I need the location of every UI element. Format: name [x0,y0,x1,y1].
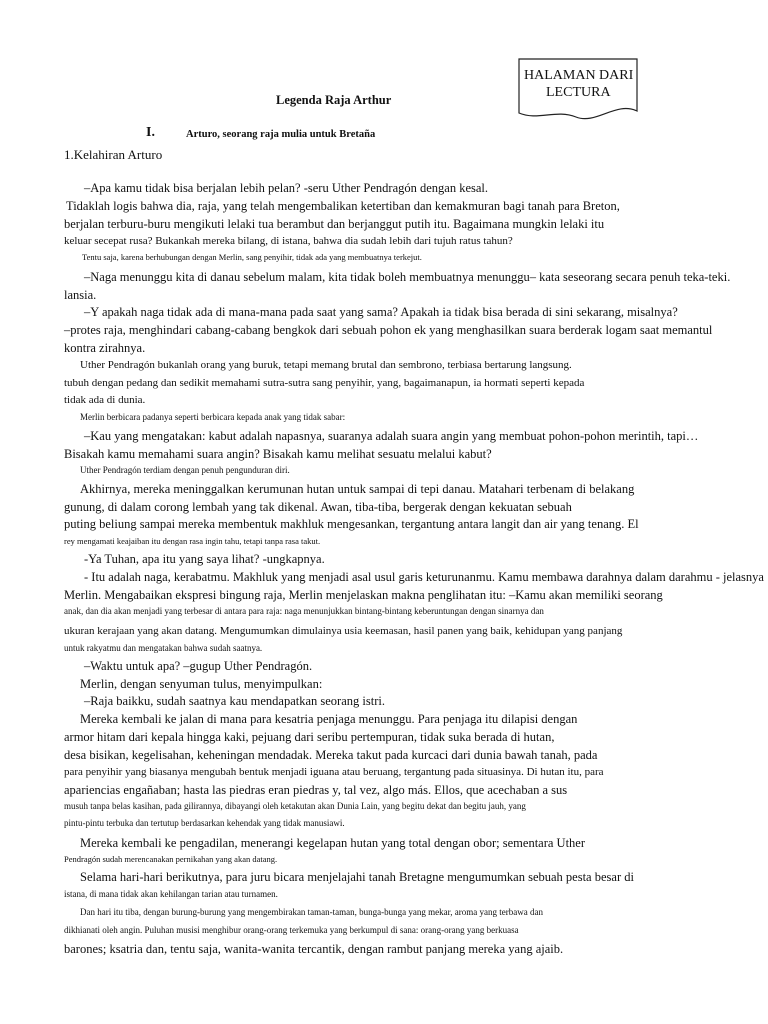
text-line: puting beliung sampai mereka membentuk makhluk mengesankan, tergantung antara langit dan air yang tenang. El [64,517,639,531]
text-line: –Raja baikku, sudah saatnya kau mendapatkan seorang istri. [84,694,385,708]
text-line: rey mengamati keajaiban itu dengan rasa ingin tahu, tetapi tanpa rasa takut. [64,536,321,546]
text-line: Uther Pendragón terdiam dengan penuh pengunduran diri. [80,465,290,475]
chapter-subtitle: Arturo, seorang raja mulia untuk Bretaña [186,129,376,140]
text-line: Dan hari itu tiba, dengan burung-burung yang mengembirakan taman-taman, bunga-bunga yang mekar, aroma yang terbawa dan [80,907,543,917]
text-line: berjalan terburu-buru mengikuti lelaki tua berambut dan berjanggut putih itu. Bagaimana mungkin lelaki itu [64,217,605,231]
text-line: keluar secepat rusa? Bukankah mereka bilang, di istana, bahwa dia sudah lebih dari tujuh ratus tahun? [64,235,513,247]
text-line: –Y apakah naga tidak ada di mana-mana pada saat yang sama? Apakah ia tidak bisa berada di sini sekarang, misalnya? [84,305,678,319]
text-line: gunung, di dalam corong lembah yang tak dikenal. Awan, tiba-tiba, bergerak dengan kekuatan sebuah [64,500,572,514]
text-line: lansia. [64,288,97,302]
text-line: Akhirnya, mereka meninggalkan kerumunan hutan untuk sampai di tepi danau. Matahari terbenam di belakang [80,482,635,496]
text-line: ukuran kerajaan yang akan datang. Mengumumkan dimulainya usia keemasan, hasil panen yang baik, kehidupan yang panjang [64,625,623,637]
text-line: –Apa kamu tidak bisa berjalan lebih pelan? -seru Uther Pendragón dengan kesal. [84,181,489,195]
text-line: anak, dan dia akan menjadi yang terbesar di antara para raja: naga menunjukkan bintang-bintang keberuntungan dengan sinarnya dan [64,606,544,616]
text-line: –Waktu untuk apa? –gugup Uther Pendragón. [84,659,313,673]
text-line: Uther Pendragón bukanlah orang yang buruk, tetapi memang brutal dan sembrono, terbiasa bertarung langsung. [80,359,572,371]
text-line: Mereka kembali ke jalan di mana para kesatria penjaga menunggu. Para penjaga itu dilapisi dengan [80,712,578,726]
banner-text [524,67,638,101]
text-line: - Itu adalah naga, kerabatmu. Makhluk yang menjadi asal usul garis keturunanmu. Kamu membawa darahnya dalam darahmu - jelasnya [84,570,764,584]
text-line: untuk rakyatmu dan mengatakan bahwa sudah saatnya. [64,643,263,653]
text-line: istana, di mana tidak akan kehilangan tarian atau turnamen. [64,889,278,899]
text-line: armor hitam dari kepala hingga kaki, pejuang dari seribu pertempuran, tidak suka berada di hutan, [64,730,555,744]
chapter-numeral: I. [146,125,155,140]
text-line: Tentu saja, karena berhubungan dengan Merlin, sang penyihir, tidak ada yang membuatnya terkejut. [82,252,422,262]
text-line: –Naga menunggu kita di danau sebelum malam, kita tidak boleh membuatnya menunggu– kata seseorang secara penuh teka-teki. [84,270,731,284]
text-line: Pendragón sudah merencanakan pernikahan yang akan datang. [64,854,278,864]
text-line: Merlin. Mengabaikan ekspresi bingung raja, Merlin menjelaskan makna penglihatan itu: –Kamu akan memiliki seorang [64,588,663,602]
text-line: barones; ksatria dan, tentu saja, wanita-wanita tercantik, dengan rambut panjang mereka yang ajaib. [64,942,564,956]
text-line: Merlin, dengan senyuman tulus, menyimpulkan: [80,677,323,691]
banner-line-2: LECTURA [546,85,611,100]
text-line: pintu-pintu terbuka dan tertutup berdasarkan kehendak yang tidak manusiawi. [64,818,345,828]
text-line: musuh tanpa belas kasihan, pada gilirannya, dibayangi oleh ketakutan akan Dunia Lain, yang begitu dekat dan begitu jauh, yang [64,801,526,811]
text-line: dikhianati oleh angin. Puluhan musisi menghibur orang-orang terkemuka yang berkumpul di sana: orang-orang yang berkuasa [64,925,519,935]
text-line: tubuh dengan pedang dan sedikit memahami sutra-sutra sang penyihir, yang, bagaimanapun, ia hormati seperti kepada [64,377,585,389]
text-line: desa bisikan, kegelisahan, keheningan mendadak. Mereka takut pada kurcaci dari dunia bawah tanah, pada [64,748,598,762]
page-banner [516,55,638,123]
text-line: –protes raja, menghindari cabang-cabang bengkok dari sebuah pohon ek yang menghasilkan suara berderak logam saat memantul [64,323,713,337]
text-line: Selama hari-hari berikutnya, para juru bicara menjelajahi tanah Bretagne mengumumkan sebuah pesta besar di [80,870,634,884]
text-line: -Ya Tuhan, apa itu yang saya lihat? -ungkapnya. [84,552,325,566]
text-line: Merlin berbicara padanya seperti berbicara kepada anak yang tidak sabar: [80,412,346,422]
text-line: tidak ada di dunia. [64,394,146,406]
text-line: Bisakah kamu memahami suara angin? Bisakah kamu melihat sesuatu melalui kabut? [64,447,492,461]
text-line: para penyihir yang biasanya mengubah bentuk menjadi iguana atau beruang, tergantung pada situasinya. Di hutan itu, para [64,766,604,778]
text-line: apariencias engañaban; hasta las piedras eran piedras y, tal vez, algo más. Ellos, que acechaban a sus [64,783,568,797]
text-line: Tidaklah logis bahwa dia, raja, yang telah mengembalikan ketertiban dan kemakmuran bagi tanah para Breton, [66,199,620,213]
text-line: Mereka kembali ke pengadilan, menerangi kegelapan hutan yang total dengan obor; sementara Uther [80,836,586,850]
document-title: Legenda Raja Arthur [276,93,392,107]
banner-line-1: HALAMAN DARI [524,68,634,83]
section-heading: 1.Kelahiran Arturo [64,147,163,162]
text-line: kontra zirahnya. [64,341,146,355]
text-line: –Kau yang mengatakan: kabut adalah napasnya, suaranya adalah suara angin yang membuat pohon-pohon merintih, tapi… [84,429,699,443]
